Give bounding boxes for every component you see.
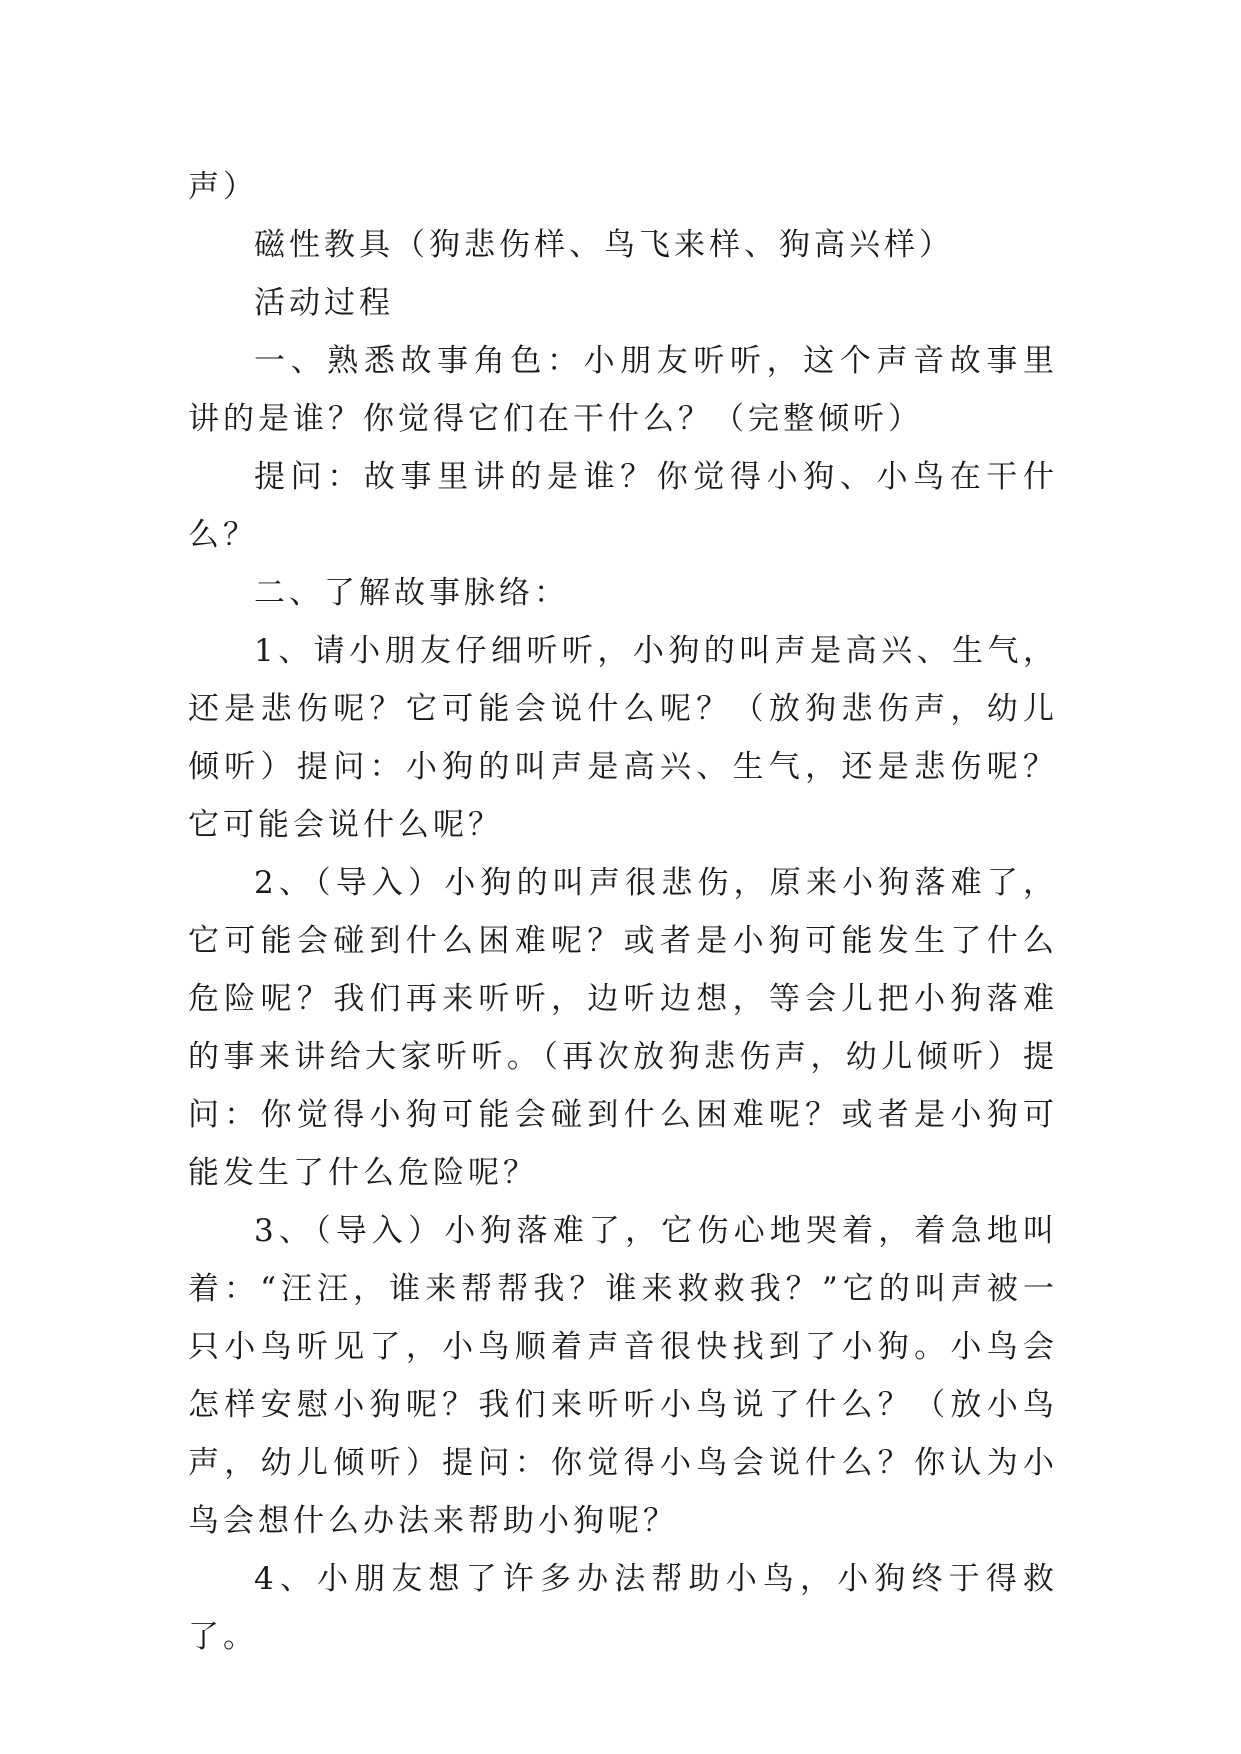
paragraph-4: 一、熟悉故事角色：小朋友听听，这个声音故事里讲的是谁？你觉得它们在干什么？（完整倾听） (188, 343, 1058, 437)
document-body (188, 158, 1058, 1666)
paragraph-2: 磁性教具（狗悲伤样、鸟飞来样、狗高兴样） (254, 227, 954, 263)
paragraph-6: 二、了解故事脉络： (254, 575, 569, 611)
paragraph-9: 3、（导入）小狗落难了，它伤心地哭着，着急地叫着：“汪汪，谁来帮帮我？谁来救救我？”它的叫声被一只小鸟听见了，小鸟顺着声音很快找到了小狗。小鸟会怎样安慰小狗呢？我们来听听小鸟说了什么？（放小鸟声，幼儿倾听）提问：你觉得小鸟会说什么？你认为小鸟会想什么办法来帮助小狗呢？ (188, 1213, 1058, 1539)
paragraph-5: 提问：故事里讲的是谁？你觉得小狗、小鸟在干什么？ (188, 459, 1058, 553)
paragraph-7: 1、请小朋友仔细听听，小狗的叫声是高兴、生气，还是悲伤呢？它可能会说什么呢？（放狗悲伤声，幼儿倾听）提问：小狗的叫声是高兴、生气，还是悲伤呢？它可能会说什么呢？ (188, 633, 1058, 843)
paragraph-1: 声） (188, 169, 258, 205)
paragraph-3: 活动过程 (254, 285, 394, 321)
paragraph-8: 2、（导入）小狗的叫声很悲伤，原来小狗落难了，它可能会碰到什么困难呢？或者是小狗可能发生了什么危险呢？我们再来听听，边听边想，等会儿把小狗落难的事来讲给大家听听。（再次放狗悲伤声，幼儿倾听）提问：你觉得小狗可能会碰到什么困难呢？或者是小狗可能发生了什么危险呢？ (188, 865, 1058, 1191)
paragraph-10: 4、小朋友想了许多办法帮助小鸟，小狗终于得救了。 (188, 1561, 1058, 1655)
